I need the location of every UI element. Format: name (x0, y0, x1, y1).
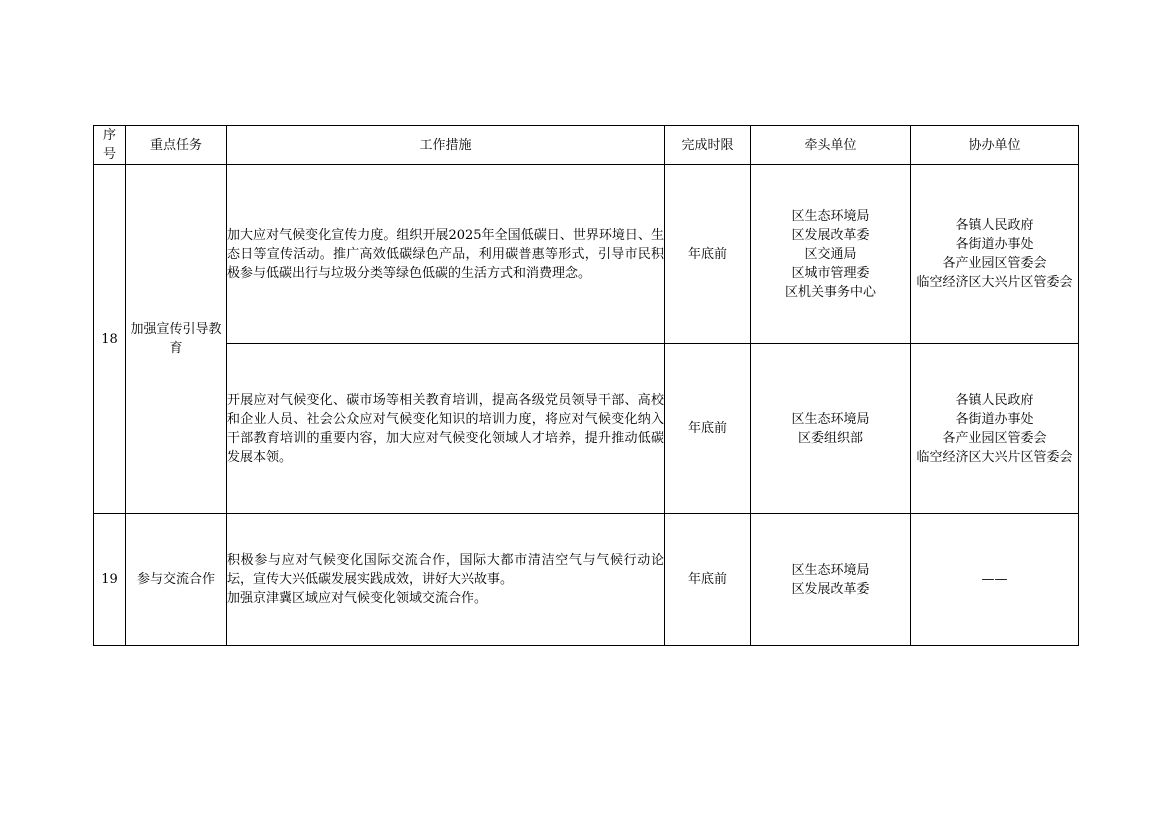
row-lead (751, 165, 911, 344)
header-seq: 序号 (94, 126, 126, 165)
header-measure: 工作措施 (227, 126, 665, 165)
lead-unit: 区城市管理委 (791, 265, 870, 281)
row-assist (911, 514, 1079, 646)
lead-unit: 区委组织部 (797, 430, 863, 446)
assist-unit: 临空经济区大兴片区管委会 (916, 449, 1073, 465)
assist-unit: 各产业园区管委会 (942, 430, 1047, 446)
table-row (94, 514, 1079, 646)
table-row (94, 165, 1079, 344)
row-seq: 19 (94, 514, 126, 646)
assist-unit: 临空经济区大兴片区管委会 (916, 275, 1073, 290)
row-assist (911, 344, 1079, 514)
row-measure: 开展应对气候变化、碳市场等相关教育培训，提高各级党员领导干部、高校和企业人员、社会公众应对气候变化知识的培训力度，将应对气候变化纳入干部教育培训的重要内容，加大应对气候变化领域人才培养，提升推动低碳发展本领。 (227, 344, 665, 514)
measure-line: 积极参与应对气候变化国际交流合作，国际大都市清洁空气与气候行动论坛，宣传大兴低碳发展实践成效，讲好大兴故事。 (227, 553, 664, 587)
row-seq: 18 (94, 165, 126, 514)
row-lead (751, 344, 911, 514)
lead-unit: 区生态环境局 (791, 411, 870, 427)
assist-unit: 各镇人民政府 (955, 218, 1034, 233)
row-task: 参与交流合作 (126, 514, 227, 646)
lead-unit: 区交通局 (804, 246, 857, 262)
assist-unit: 各产业园区管委会 (942, 256, 1047, 271)
table-row (94, 344, 1079, 514)
task-table (93, 125, 1079, 646)
row-deadline: 年底前 (665, 165, 751, 344)
row-measure (227, 514, 665, 646)
row-task: 加强宣传引导教育 (126, 165, 227, 514)
row-deadline: 年底前 (665, 344, 751, 514)
measure-line: 加强京津冀区域应对气候变化领域交流合作。 (227, 591, 488, 606)
row-measure: 加大应对气候变化宣传力度。组织开展2025年全国低碳日、世界环境日、生态日等宣传活动。推广高效低碳绿色产品，利用碳普惠等形式，引导市民积极参与低碳出行与垃圾分类等绿色低碳的生活方式和消费理念。 (227, 165, 665, 344)
lead-unit: 区发展改革委 (791, 581, 870, 597)
header-lead: 牵头单位 (751, 126, 911, 165)
assist-unit: 各镇人民政府 (955, 392, 1034, 408)
lead-unit: 区发展改革委 (791, 227, 870, 243)
row-deadline: 年底前 (665, 514, 751, 646)
header-task: 重点任务 (126, 126, 227, 165)
lead-unit: 区生态环境局 (791, 562, 870, 578)
assist-unit: 各街道办事处 (955, 237, 1034, 252)
lead-unit: 区机关事务中心 (784, 284, 876, 300)
header-assist: 协办单位 (911, 126, 1079, 165)
assist-none: —— (981, 572, 1008, 587)
row-lead (751, 514, 911, 646)
header-row (94, 126, 1079, 165)
header-deadline: 完成时限 (665, 126, 751, 165)
assist-unit: 各街道办事处 (955, 411, 1034, 427)
row-assist (911, 165, 1079, 344)
lead-unit: 区生态环境局 (791, 208, 870, 224)
